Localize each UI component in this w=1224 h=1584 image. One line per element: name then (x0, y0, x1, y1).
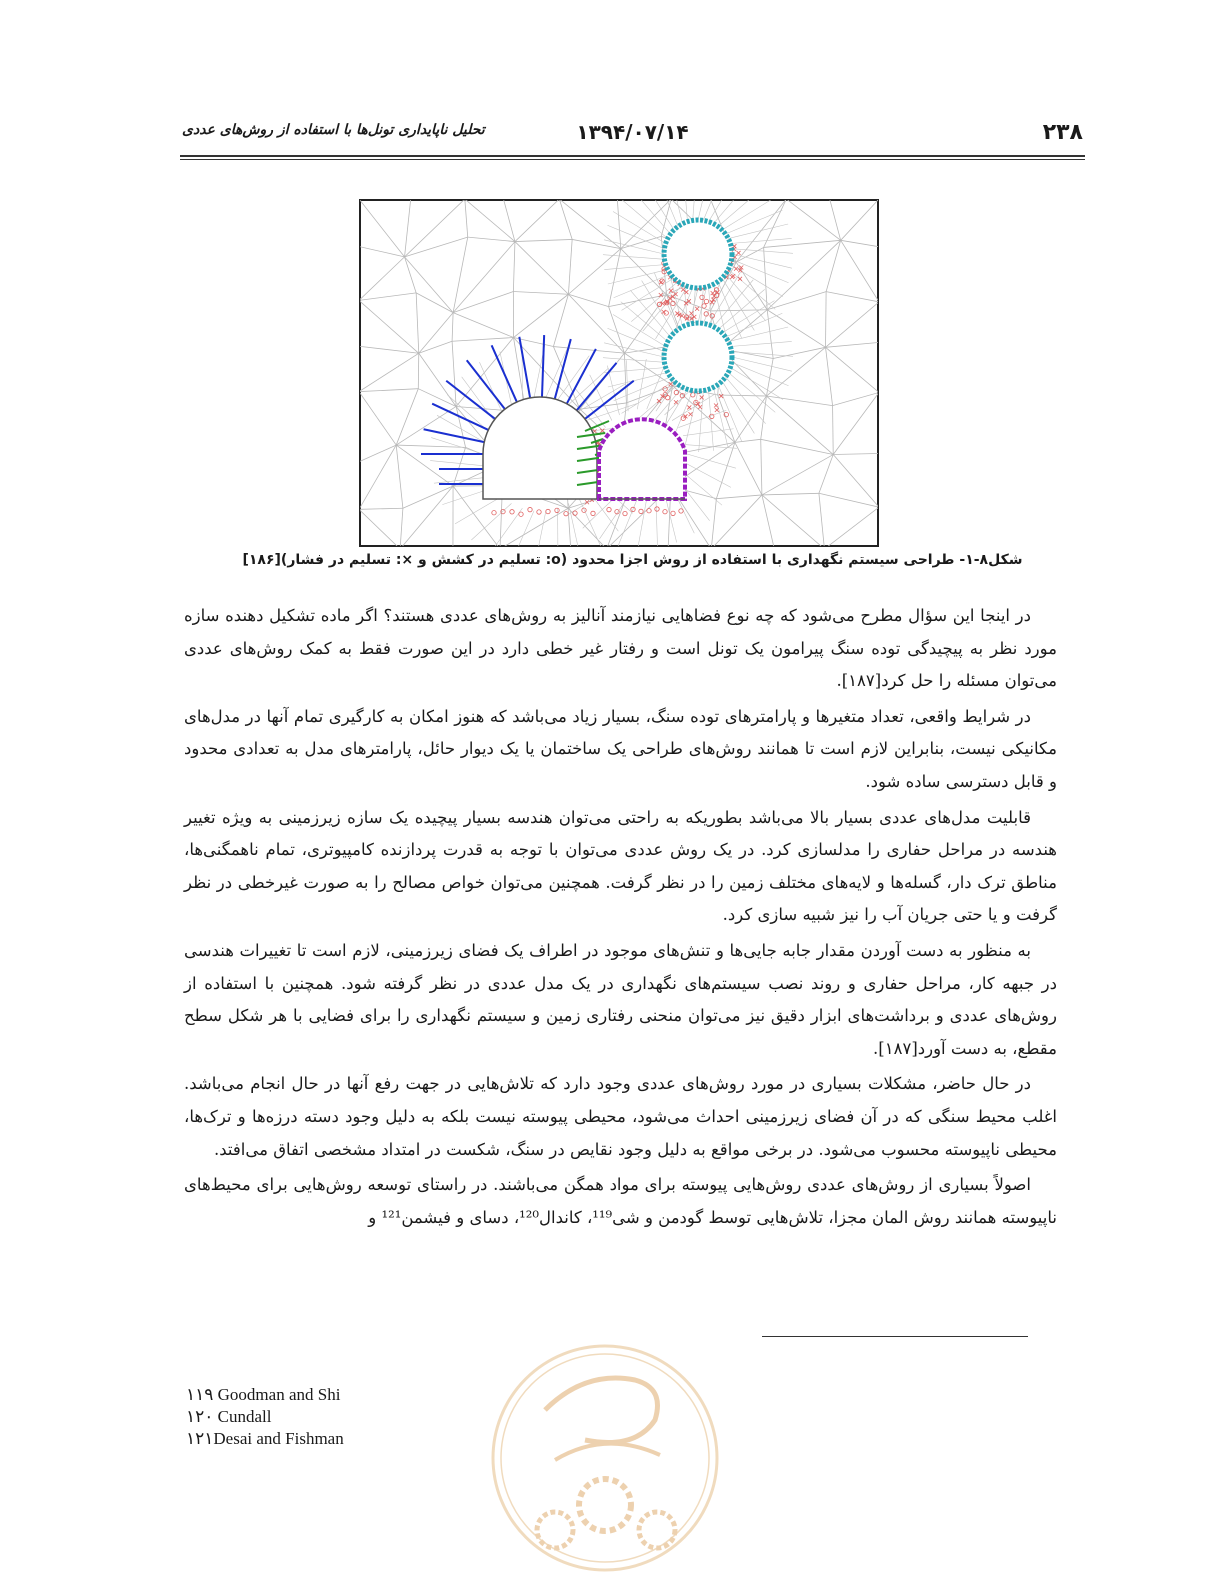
header-rule-thin (180, 159, 1085, 160)
circular-tunnel-upper (664, 220, 732, 288)
fem-support-figure (359, 199, 879, 547)
footnote: ۱۱۹ Goodman and Shi (186, 1385, 341, 1404)
footnote-rule (762, 1336, 1028, 1337)
paragraph: اصولاً بسیاری از روش‌های عددی روش‌هایی پیوسته برای مواد همگن می‌باشند. در راستای توسعه روش‌هایی برای محیط‌های ناپیوسته همانند روش المان مجزا، تلاش‌هایی توسط گودمن و شی¹¹⁹، کاندال¹²⁰، دسای و فیشمن¹²¹ و (184, 1175, 1057, 1227)
circular-tunnel-lower (664, 323, 732, 391)
paragraph: به منظور به دست آوردن مقدار جابه جایی‌ها و تنش‌های موجود در اطراف یک فضای زیرزمینی، لازم است تا تغییرات هندسی در جبهه کار، مراحل حفاری و روند نصب سیستم‌های نگهداری در یک مدل عددی در نظر گرفته شود. همچنین با استفاده از روش‌های عددی و برداشت‌های ابزار دقیق نیز می‌توان منحنی رفتاری زمین و سیستم نگهداری را برای فضایی با هر شکل سطح مقطع، به دست آورد[۱۸۷]. (184, 940, 1057, 1058)
running-title: تحلیل ناپایداری تونل‌ها با استفاده از روش‌های عددی (182, 122, 485, 138)
paragraph: در اینجا این سؤال مطرح می‌شود که چه نوع فضاهایی نیازمند آنالیز به روش‌های عددی هستند؟ اگر ماده تشکیل دهنده سازه مورد نظر به پیچیدگی توده سنگ پیرامون یک تونل است و رفتار غیر خطی دارد در این صورت فقط به کمک روش‌های عددی می‌توان مسئله را حل کرد[۱۸۷]. (184, 606, 1057, 691)
footnotes (186, 1384, 344, 1450)
body-text (184, 600, 1057, 1237)
page-number: ۲۳۸ (1042, 120, 1083, 145)
header-rule (180, 155, 1085, 157)
paragraph: در حال حاضر، مشکلات بسیاری در مورد روش‌های عددی وجود دارد که تلاش‌هایی در جهت رفع آنها در حال انجام می‌باشد. اغلب محیط سنگی که در آن فضای زیرزمینی احداث می‌شود، محیطی پیوسته نیست بلکه به دلیل وجود دسته درزه‌ها و ترک‌ها، محیطی ناپیوسته محسوب می‌شود. در برخی مواقع به دلیل وجود نقایص در سنگ، شکست در امتداد مشخصی اتفاق می‌افتد. (184, 1074, 1057, 1159)
figure-caption: شکل۸-۱- طراحی سیستم نگهداری با استفاده از روش اجزا محدود (o: تسلیم در کشش و ×: تسلیم در فشار)[۱۸۶] (242, 552, 1023, 568)
paragraph: قابلیت مدل‌های عددی بسیار بالا می‌باشد بطوریکه به راحتی می‌توان هندسه بسیار پیچیده یک سازه زیرزمینی به ویژه تغییر هندسه در مراحل حفاری را مدلسازی کرد. در یک روش عددی می‌توان با توجه به قدرت پردازنده کامپیوتری، تمام ناهمگنی‌ها، مناطق ترک دار، گسله‌ها و لایه‌های مختلف زمین را در نظر گرفت. همچنین می‌توان خواص مصالح را به صورت غیرخطی در نظر گرفت و یا حتی جریان آب را نیز شبیه سازی کرد. (184, 807, 1057, 925)
horseshoe-tunnel-right (599, 419, 685, 499)
footnote: ۱۲۰ Cundall (186, 1407, 272, 1426)
header-date: ۱۳۹۴/۰۷/۱۴ (576, 120, 689, 144)
page-header (180, 118, 1085, 148)
paragraph: در شرایط واقعی، تعداد متغیرها و پارامترهای توده سنگ، بسیار زیاد می‌باشد که هنوز امکان به کارگیری تمام آنها در مدل‌های مکانیکی نیست، بنابراین لازم است تا همانند روش‌های طراحی یک ساختمان یا یک دیوار حائل، پارامترهای مدل به تعدادی محدود و قابل دسترسی ساده شود. (184, 706, 1057, 791)
footnote: ۱۲۱Desai and Fishman (186, 1429, 344, 1448)
publisher-logo-watermark (485, 1340, 725, 1584)
